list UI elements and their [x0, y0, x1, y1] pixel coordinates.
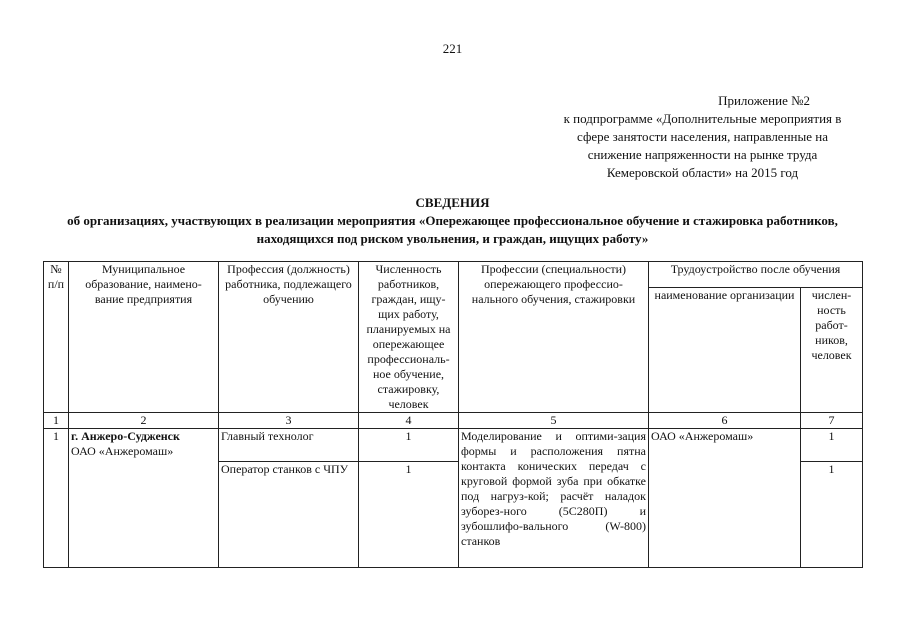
- header-training: Профессии (специальности) опережающего профессио-нального обучения, стажировки: [459, 262, 649, 413]
- appendix-line: Кемеровской области» на 2015 год: [606, 165, 799, 180]
- col-number: 1: [44, 413, 69, 429]
- col-number: 2: [69, 413, 219, 429]
- row-workers: 1: [801, 429, 863, 462]
- page-number: 221: [442, 41, 463, 56]
- heading-title: СВЕДЕНИЯ: [415, 195, 490, 210]
- table-row: [44, 429, 863, 462]
- col-number: 4: [359, 413, 459, 429]
- header-row: [44, 262, 863, 288]
- document-heading: [30, 194, 875, 248]
- row-city: г. Анжеро-Судженск: [71, 429, 180, 443]
- col-number: 6: [649, 413, 801, 429]
- row-profession: Оператор станков с ЧПУ: [219, 462, 359, 568]
- row-count: 1: [359, 429, 459, 462]
- header-workers: числен-ность работ-ников, человек: [801, 288, 863, 413]
- header-profession: Профессия (должность) работника, подлежащего обучению: [219, 262, 359, 413]
- col-number: 3: [219, 413, 359, 429]
- column-numbers-row: [44, 413, 863, 429]
- row-org: ОАО «Анжеромаш»: [649, 429, 801, 568]
- header-municipality: Муниципальное образование, наимено-вание предприятия: [69, 262, 219, 413]
- row-profession: Главный технолог: [219, 429, 359, 462]
- appendix-line: к подпрограмме «Дополнительные мероприятия в: [563, 111, 842, 126]
- header-num: № п/п: [44, 262, 69, 413]
- row-municipality: [69, 429, 219, 568]
- heading-subtitle: об организациях, участвующих в реализации мероприятия «Опережающее профессиональное обучение и стажировка работников, находящихся под риском увольнения, и граждан, ищущих работу»: [67, 213, 838, 246]
- appendix-line: сфере занятости населения, направленные на: [577, 129, 828, 144]
- header-count: Численность работников, граждан, ищу-щих работу, планируемых на опережающее профессиональ-ное обучение, стажировку, человек: [359, 262, 459, 413]
- row-count: 1: [359, 462, 459, 568]
- row-num: 1: [44, 429, 69, 568]
- col-number: 5: [459, 413, 649, 429]
- row-company: ОАО «Анжеромаш»: [71, 444, 174, 458]
- appendix-line: снижение напряженности на рынке труда: [587, 147, 818, 162]
- header-employment: Трудоустройство после обучения: [649, 262, 863, 288]
- header-org-name: наименование организации: [649, 288, 801, 413]
- row-workers: 1: [801, 462, 863, 568]
- col-number: 7: [801, 413, 863, 429]
- row-training: Моделирование и оптими-зация формы и расположения пятна контакта конических передач с круговой формой зуба при обкатке под нагруз-кой; расчёт наладок зуборез-ного (5С280П) и зубошлифо-вального (W-800) станков: [459, 429, 649, 568]
- organizations-table: [43, 261, 863, 568]
- appendix-title: Приложение №2: [718, 93, 810, 108]
- appendix-block: [535, 92, 870, 182]
